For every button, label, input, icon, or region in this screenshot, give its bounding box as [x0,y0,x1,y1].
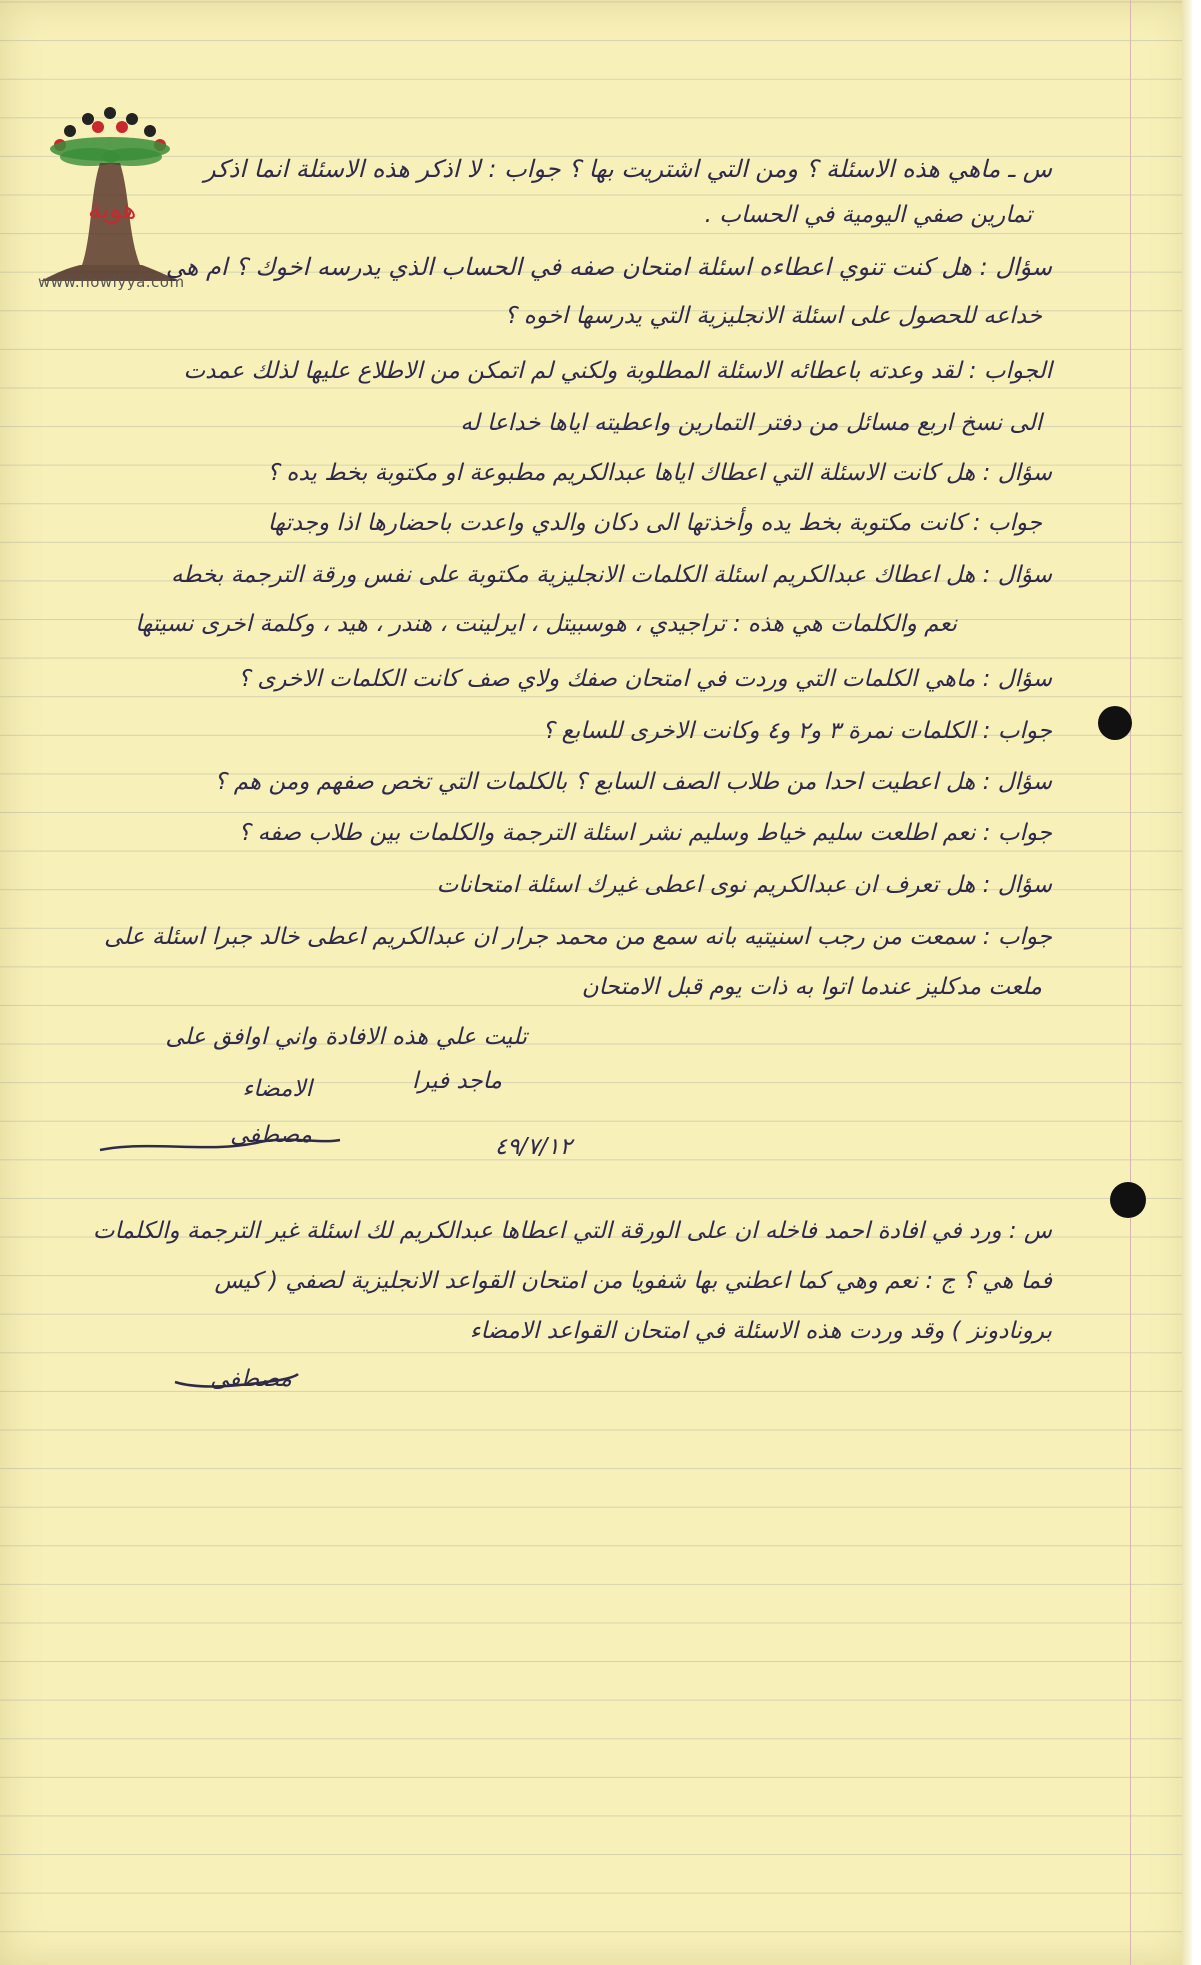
signature-stroke-icon [90,1110,350,1170]
signature-label: الامضاء [242,1076,312,1102]
text-line: س : ورد في افادة احمد فاخله ان على الورقة التي اعطاها عبدالكريم لك اسئلة غير الترجمة والكلمات [92,1218,1052,1244]
text-line: جواب : سمعت من رجب اسنيتيه بانه سمع من محمد جرار ان عبدالكريم اعطى خالد جبرا اسئلة على [104,924,1052,950]
text-line: سؤال : ماهي الكلمات التي وردت في امتحان صفك ولاي صف كانت الكلمات الاخرى ؟ [237,666,1052,692]
text-line: تليت علي هذه الافادة واني اوافق على [165,1024,527,1050]
text-line: سؤال : هل كنت تنوي اعطاءه اسئلة امتحان صفه في الحساب الذي يدرسه اخوك ؟ ام هي [165,253,1052,281]
text-line: نعم والكلمات هي هذه : تراجيدي ، هوسبيتل ، ايرلينت ، هندر ، هيد ، وكلمة اخرى نسيتها [135,611,957,637]
text-line: تمارين صفي اليومية في الحساب . [704,202,1032,228]
text-line: ملعت مدكليز عندما اتوا به ذات يوم قبل الامتحان [581,974,1042,1000]
text-line: خداعه للحصول على اسئلة الانجليزية التي يدرسها اخوه ؟ [504,303,1042,329]
ink-blot [1110,1182,1146,1218]
text-line: س ـ ماهي هذه الاسئلة ؟ ومن التي اشتريت بها ؟ جواب : لا اذكر هذه الاسئلة انما اذكر [203,155,1052,183]
text-line: جواب : نعم اطلعت سليم خياط وسليم نشر اسئلة الترجمة والكلمات بين طلاب صفه ؟ [238,820,1052,846]
text-line: الى نسخ اربع مسائل من دفتر التمارين واعطيته اياها خداعا له [460,410,1042,436]
text-line: سؤال : هل اعطيت احدا من طلاب الصف السابع ؟ بالكلمات التي تخص صفهم ومن هم ؟ [214,769,1052,795]
signature: مصطفى [210,1366,292,1392]
text-line: الجواب : لقد وعدته باعطائه الاسئلة المطلوبة ولكني لم اتمكن من الاطلاع عليها لذلك عمدت [183,358,1052,384]
text-line: سؤال : هل تعرف ان عبدالكريم نوى اعطى غيرك اسئلة امتحانات [436,872,1052,898]
text-line: سؤال : هل كانت الاسئلة التي اعطاك اياها عبدالكريم مطبوعة او مكتوبة بخط يده ؟ [266,460,1052,486]
text-line: جواب : كانت مكتوبة بخط يده وأخذتها الى دكان والدي واعدت باحضارها اذا وجدتها [267,510,1042,536]
date: ٤٩/٧/١٢ [494,1134,572,1160]
logo-brand-text: هوية [88,195,137,225]
text-line: برونادونز ) وقد وردت هذه الاسئلة في امتحان القواعد الامضاء [469,1318,1052,1344]
paper-edge [1182,0,1192,1965]
text-line: فما هي ؟ ج : نعم وهي كما اعطني بها شفويا من امتحان القواعد الانجليزية لصفي ( كيس [214,1268,1052,1294]
signatory-name: ماجد فيرا [412,1068,502,1094]
signature-stroke-icon [170,1340,300,1400]
text-line: سؤال : هل اعطاك عبدالكريم اسئلة الكلمات الانجليزية مكتوبة على نفس ورقة الترجمة بخطه [170,562,1052,588]
margin-line [1130,0,1131,1965]
ink-blot [1098,706,1132,740]
text-line: جواب : الكلمات نمرة ٣ و٢ و٤ وكانت الاخرى للسابع ؟ [542,718,1052,744]
logo-url: www.howiyya.com [38,273,185,291]
signature: مصطفى [230,1122,312,1148]
